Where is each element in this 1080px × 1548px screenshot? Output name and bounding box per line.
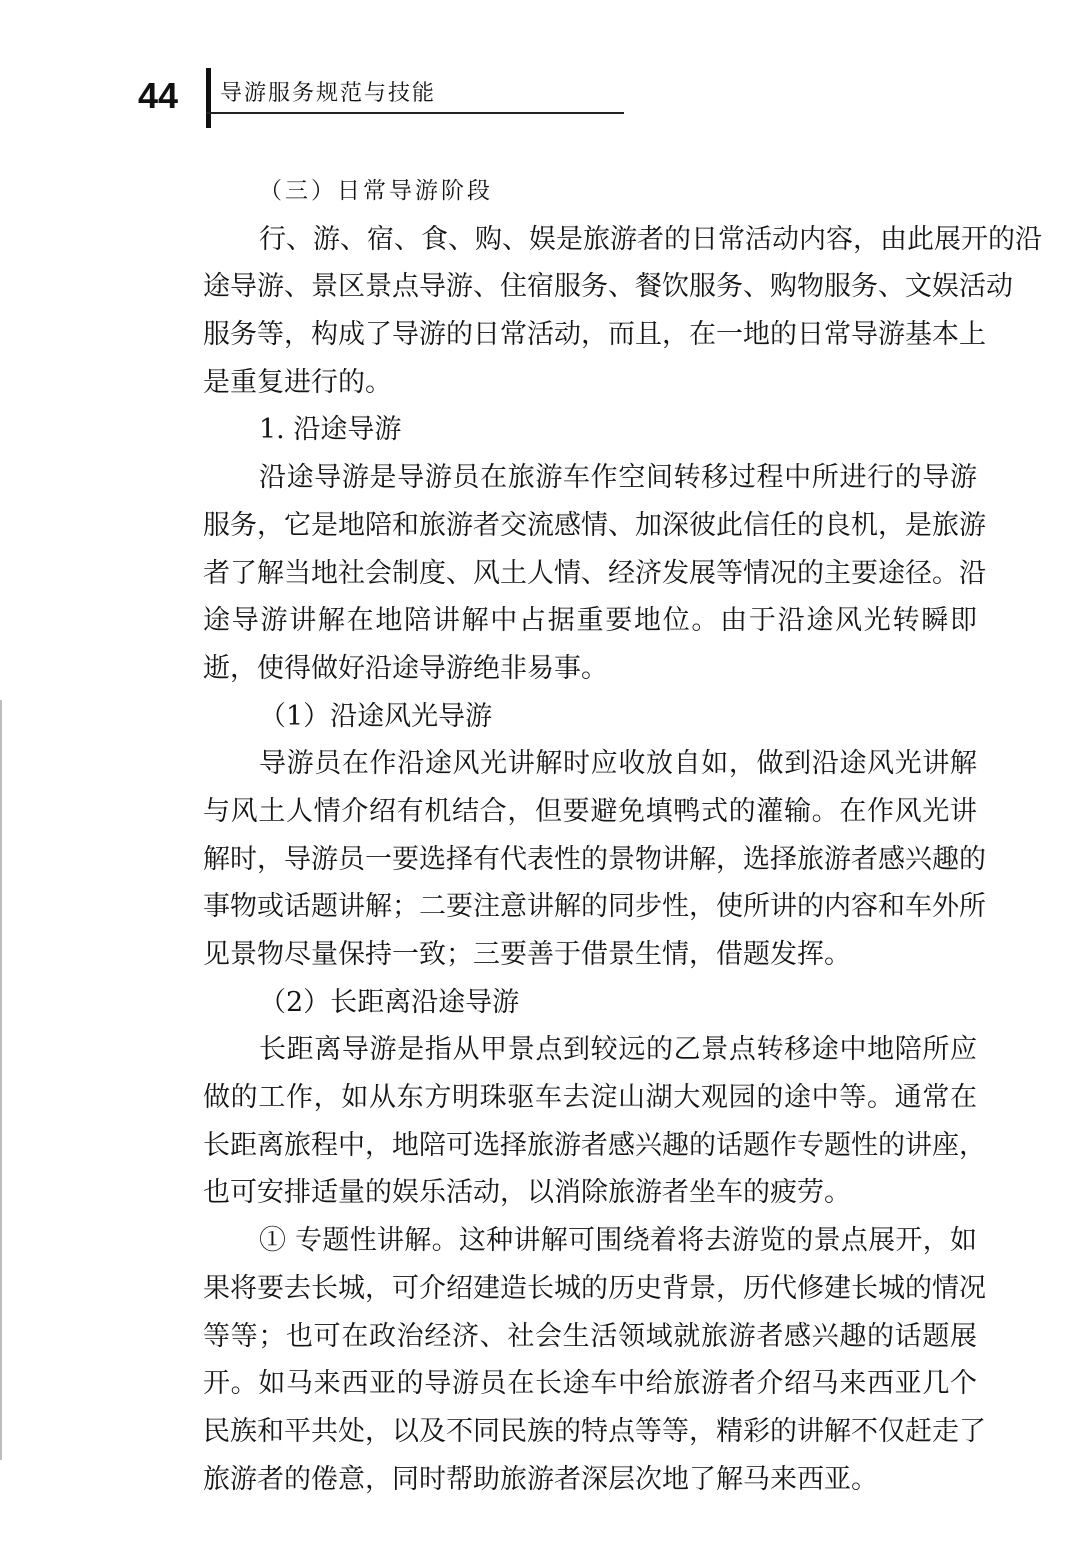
- text-line: 旅游者的倦意，同时帮助旅游者深层次地了解马来西亚。: [203, 1463, 878, 1495]
- page-edge-line: [0, 700, 2, 1460]
- text-line: 途导游讲解在地陪讲解中占据重要地位。由于沿途风光转瞬即: [203, 605, 977, 637]
- subheading-long-distance-guiding: （2）长距离沿途导游: [259, 986, 520, 1018]
- text-line: 事物或话题讲解；二要注意讲解的同步性，使所讲的内容和车外所: [203, 891, 986, 923]
- paragraph-long-distance-guiding: [203, 1026, 986, 1217]
- text-line: 做的工作，如从东方明珠驱车去淀山湖大观园的途中等。通常在: [203, 1082, 977, 1114]
- text-line: ① 专题性讲解。这种讲解可围绕着将去游览的景点展开，如: [259, 1225, 977, 1257]
- running-header-title: 导游服务规范与技能: [220, 81, 437, 106]
- text-line: 见景物尽量保持一致；三要善于借景生情，借题发挥。: [203, 939, 851, 970]
- text-line: 服务等，构成了导游的日常活动，而且，在一地的日常导游基本上: [203, 319, 986, 351]
- section-heading: （三）日常导游阶段: [259, 178, 493, 204]
- text-line: 途导游、景区景点导游、住宿服务、餐饮服务、购物服务、文娱活动: [203, 271, 1013, 303]
- text-line: 沿途导游是导游员在旅游车作空间转移过程中所进行的导游: [259, 462, 977, 494]
- text-line: 者了解当地社会制度、风土人情、经济发展等情况的主要途径。沿: [203, 557, 986, 589]
- text-line: 导游员在作沿途风光讲解时应收放自如，做到沿途风光讲解: [259, 748, 977, 780]
- paragraph-scenery-guiding: [203, 740, 986, 978]
- text-line: 是重复进行的。: [203, 366, 392, 398]
- header-divider-bar: [206, 68, 211, 128]
- paragraph-topical-lecture: [203, 1217, 986, 1503]
- text-line: 服务，它是地陪和旅游者交流感情、加深彼此信任的良机，是旅游: [203, 509, 986, 541]
- text-line: 开。如马来西亚的导游员在长途车中给旅游者介绍马来西亚几个: [203, 1368, 977, 1400]
- text-line: 解时，导游员一要选择有代表性的景物讲解，选择旅游者感兴趣的: [203, 843, 986, 875]
- paragraph-daily-activities: [203, 216, 1042, 407]
- subheading-scenery-guiding: （1）沿途风光导游: [259, 700, 493, 732]
- text-line: 长距离导游是指从甲景点到较远的乙景点转移途中地陪所应: [259, 1034, 977, 1066]
- page-number: 44: [138, 75, 179, 116]
- text-line: 与风土人情介绍有机结合，但要避免填鸭式的灌输。在作风光讲: [203, 795, 977, 827]
- text-line: 也可安排适量的娱乐活动，以消除旅游者坐车的疲劳。: [203, 1177, 851, 1209]
- text-line: 果将要去长城，可介绍建造长城的历史背景，历代修建长城的情况: [203, 1272, 986, 1304]
- text-line: 民族和平共处，以及不同民族的特点等等，精彩的讲解不仅赶走了: [203, 1415, 986, 1447]
- text-line: 等等；也可在政治经济、社会生活领域就旅游者感兴趣的话题展: [203, 1320, 977, 1352]
- paragraph-en-route-guiding: [203, 454, 986, 692]
- subheading-en-route-guiding: 1. 沿途导游: [259, 414, 402, 446]
- text-line: 行、游、宿、食、购、娱是旅游者的日常活动内容，由此展开的沿: [259, 223, 1042, 255]
- header-rule: [206, 112, 624, 114]
- text-line: 长距离旅程中，地陪可选择旅游者感兴趣的话题作专题性的讲座，: [203, 1129, 986, 1161]
- text-line: 逝，使得做好沿途导游绝非易事。: [203, 652, 608, 684]
- body-text: [203, 168, 1042, 1503]
